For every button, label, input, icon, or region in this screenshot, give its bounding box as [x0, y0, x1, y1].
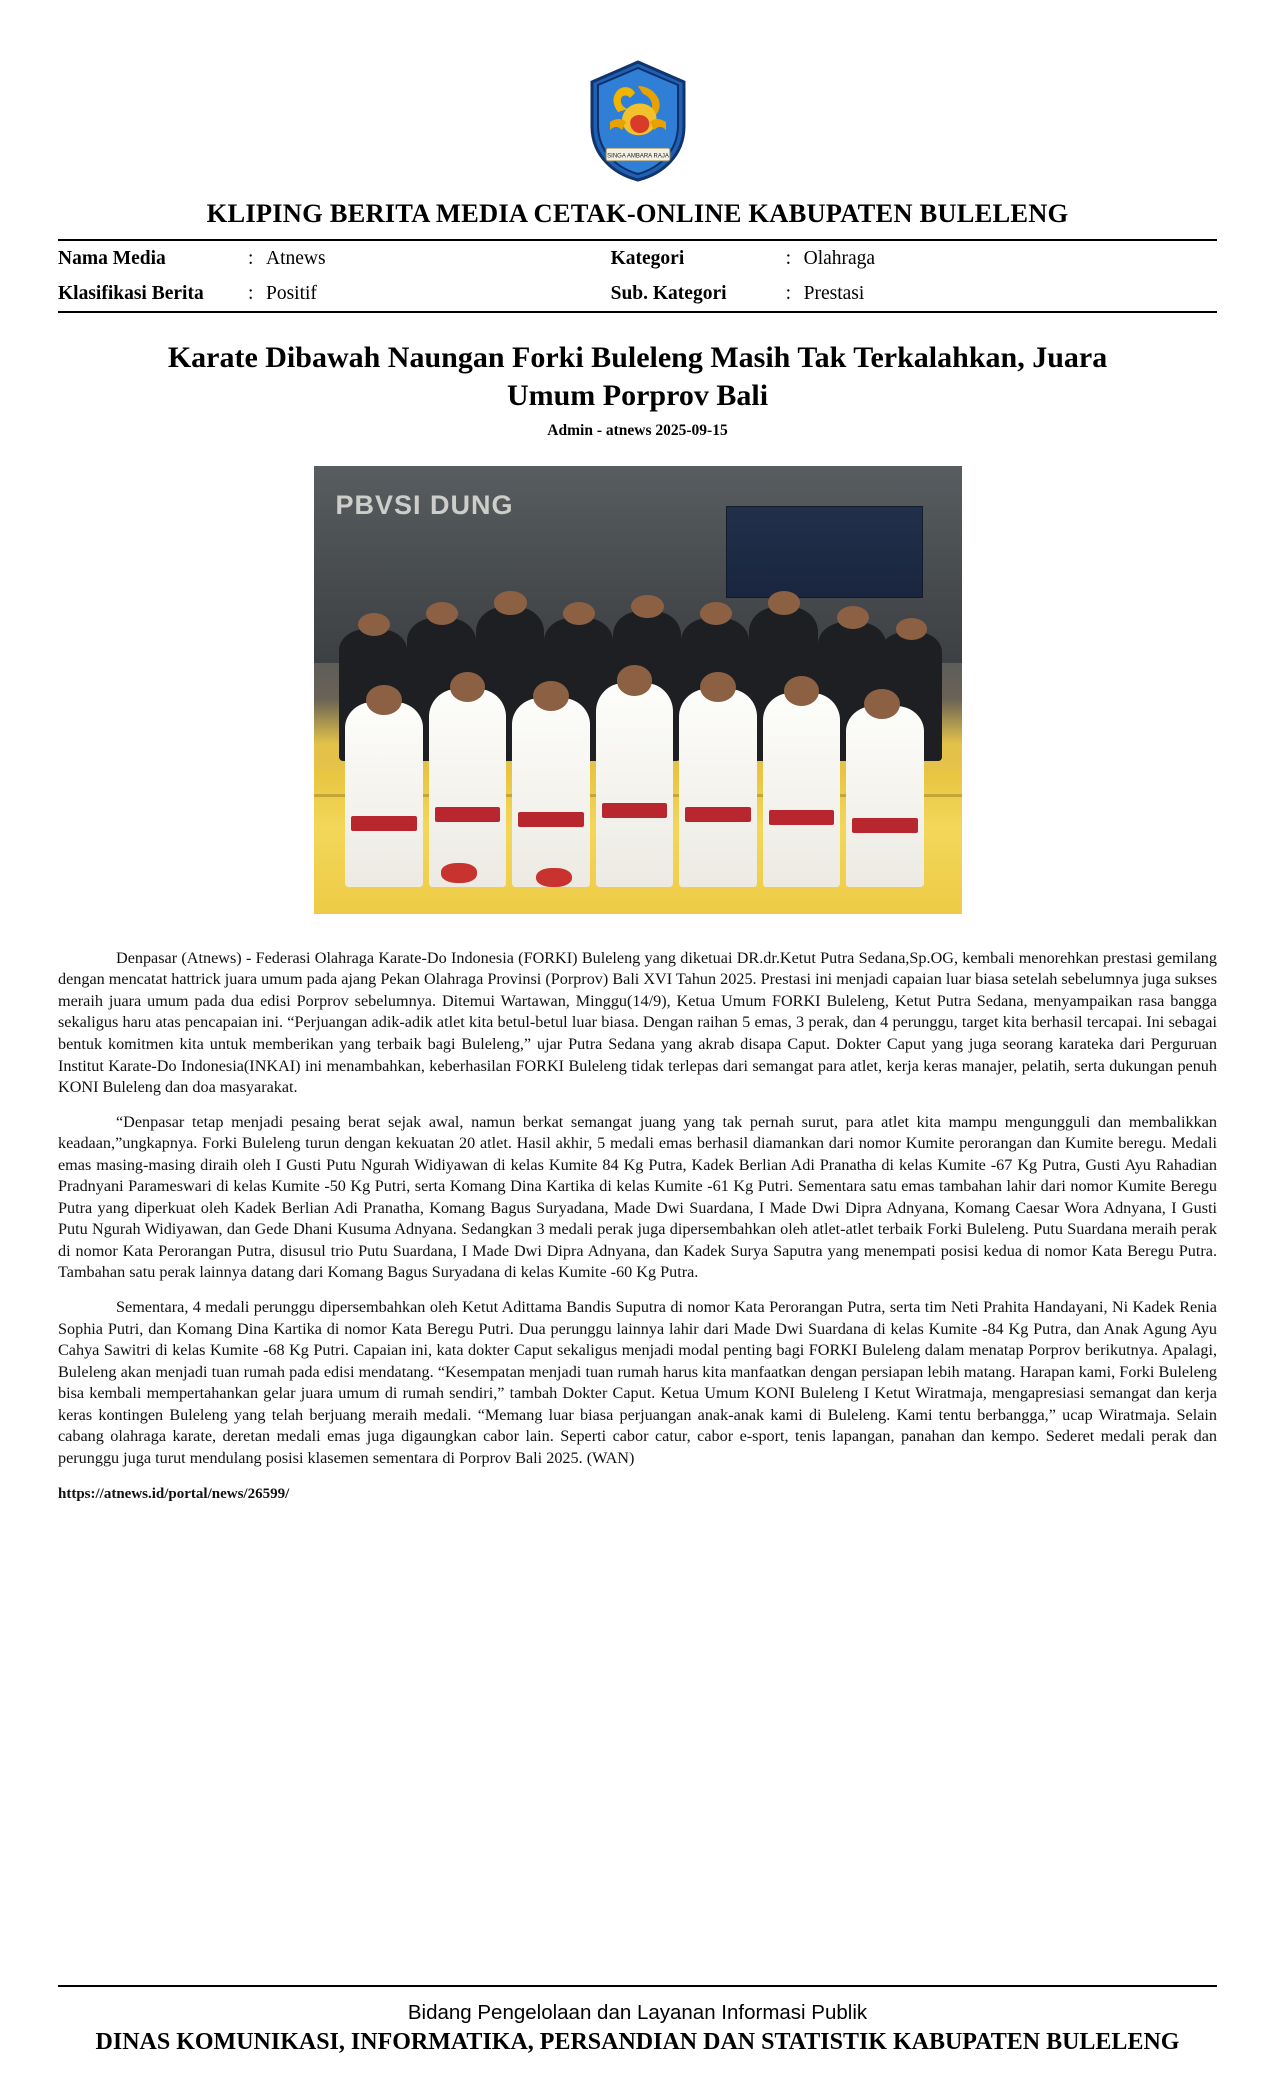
metadata-table	[58, 241, 1217, 311]
article-paragraph: Sementara, 4 medali perunggu dipersembahkan oleh Ketut Adittama Bandis Suputra di nomor Kata Perorangan Putra, serta tim Neti Prahita Handayani, Ni Kadek Renia Sophia Putri, dan Komang Dina Kartika di nomor Kata Beregu Putri. Dua perunggu lainnya lahir dari Made Dwi Suardana di kelas Kumite -84 Kg Putra, dan Anak Agung Ayu Cahya Sawitri di kelas Kumite -68 Kg Putri. Capaian ini, kata dokter Caput sekaligus menjadi modal penting bagi FORKI Buleleng dalam menatap Porprov berikutnya. Apalagi, Buleleng akan menjadi tuan rumah pada edisi mendatang. “Kesempatan menjadi tuan rumah harus kita manfaatkan dengan persiapan lebih matang. Harapan kami, Forki Buleleng bisa kembali mempertahankan gelar juara umum di rumah sendiri,” tambah Dokter Caput. Ketua Umum KONI Buleleng I Ketut Wiratmaja, mengapresiasi semangat dan kerja keras kontingen Buleleng yang telah berjuang meraih medali. “Memang luar biasa perjuangan anak-anak kami di Buleleng. Kami tentu berbangga,” ucap Wiratmaja. Selain cabang olahraga karate, deretan medali emas juga digaungkan cabor lain. Seperti cabor catur, cabor e-sport, tenis lapangan, panahan dan kempo. Sederet medali perak dan perunggu juga turut mendulang posisi klasemen sementara di Porprov Bali 2025. (WAN)	[58, 1297, 1217, 1467]
colon-2: :	[785, 248, 792, 269]
photo-person-head	[768, 591, 800, 614]
photo-belt	[518, 812, 584, 827]
photo-athlete-head	[864, 689, 900, 719]
photo-athlete	[429, 689, 507, 887]
article-photo	[314, 466, 962, 914]
photo-person-head	[631, 595, 663, 618]
page-footer	[0, 1985, 1275, 2056]
label-nama-media: Nama Media	[58, 248, 166, 269]
photo-belt	[351, 816, 417, 831]
page-title: KLIPING BERITA MEDIA CETAK-ONLINE KABUPATEN BULELENG	[206, 198, 1069, 228]
article-paragraph: “Denpasar tetap menjadi pesaing berat sejak awal, namun berkat semangat juang yang tak pernah surut, para atlet kita mampu mengungguli dan membalikkan keadaan,”ungkapnya. Forki Buleleng turun dengan kekuatan 20 atlet. Hasil akhir, 5 medali emas berhasil diamankan dari nomor Kumite perorangan dan Kumite beregu. Medali emas masing-masing diraih oleh I Gusti Putu Ngurah Widiyawan di kelas Kumite 84 Kg Putra, Kadek Berlian Adi Pranatha di kelas Kumite -67 Kg Putra, Gusti Ayu Rahadian Pradnyani Parameswari di kelas Kumite -50 Kg Putri, serta Komang Dina Kartika di kelas Kumite -61 Kg Putri. Sementara satu emas tambahan lahir dari nomor Kumite Beregu Putra yang diperkuat oleh Kadek Berlian Adi Pranatha, Komang Bagus Suryadana, Made Dwi Suardana, I Made Dwi Dipra Adnyana, Komang Caesar Wora Adnyana, I Gusti Putu Ngurah Widiyawan, dan Gede Dhani Kusuma Adnyana. Sedangkan 3 medali perak juga dipersembahkan oleh atlet-atlet terbaik Forki Buleleng. Putu Suardana meraih perak di nomor Kata Perorangan Putra, disusul trio Putu Suardana, I Made Dwi Dipra Adnyana, dan Kadek Surya Saputra yang menempati posisi kedua di nomor Kata Beregu Putra. Tambahan satu perak lainnya datang dari Komang Bagus Suryadana di kelas Kumite -60 Kg Putra.	[58, 1112, 1217, 1282]
article-body	[58, 948, 1217, 1506]
photo-athlete	[596, 683, 674, 887]
photo-belt	[685, 807, 751, 822]
photo-belt	[769, 810, 835, 825]
photo-athlete	[345, 702, 423, 887]
source-url-link[interactable]: https://atnews.id/portal/news/26599/	[58, 1486, 290, 1503]
divider-meta-bottom	[58, 311, 1217, 313]
photo-athlete-head	[366, 685, 402, 715]
label-sub-kategori: Sub. Kategori	[610, 283, 727, 304]
logo-container	[58, 0, 1217, 182]
article-byline: Admin - atnews 2025-09-15	[547, 421, 728, 439]
colon-3: :	[248, 283, 254, 304]
photo-athlete	[763, 693, 841, 887]
photo-athlete-head	[533, 681, 569, 711]
photo-person-head	[494, 591, 526, 614]
photo-athlete-head	[450, 672, 486, 702]
value-kategori: Olahraga	[803, 248, 876, 269]
colon-1: :	[248, 248, 254, 269]
table-row	[58, 276, 1217, 311]
article-paragraph: Denpasar (Atnews) - Federasi Olahraga Karate-Do Indonesia (FORKI) Buleleng yang diketuai DR.dr.Ketut Putra Sedana,Sp.OG, kembali menorehkan prestasi gemilang dengan mencatat hattrick juara umum pada ajang Pekan Olahraga Provinsi (Porprov) Bali XVI Tahun 2025. Prestasi ini menjadi capaian luar biasa setelah sebelumnya juga sukses meraih juara umum pada dua edisi Porprov sebelumnya. Ditemui Wartawan, Minggu(14/9), Ketua Umum FORKI Buleleng, Ketut Putra Sedana, menyampaikan rasa bangga sekaligus haru atas pencapaian ini. “Perjuangan adik-adik atlet kita betul-betul luar biasa. Dengan raihan 5 emas, 3 perak, dan 4 perunggu, target kita berhasil tercapai. Ini sebagai bentuk komitmen kita untuk memberikan yang terbaik bagi Buleleng,” ujar Putra Sedana yang akrab disapa Caput. Dokter Caput yang juga seorang karateka dari Perguruan Institut Karate-Do Indonesia(INKAI) ini menambahkan, keberhasilan FORKI Buleleng tidak terlepas dari semangat para atlet, kerja keras manajer, pelatih, serta dukungan penuh KONI Buleleng dan doa masyarakat.	[58, 948, 1217, 1097]
footer-line-2: DINAS KOMUNIKASI, INFORMATIKA, PERSANDIAN DAN STATISTIK KABUPATEN BULELENG	[95, 2029, 1180, 2055]
photo-belt	[435, 807, 501, 822]
photo-person-head	[358, 613, 390, 636]
photo-belt	[852, 818, 918, 833]
photo-athlete-head	[617, 665, 653, 695]
value-klasifikasi-berita: Positif	[266, 283, 317, 304]
photo-athlete	[512, 698, 590, 887]
article-headline: Karate Dibawah Naungan Forki Buleleng Masih Tak Terkalahkan, Juara Umum Porprov Bali	[167, 341, 1108, 413]
photo-person-head	[896, 618, 927, 640]
photo-belt	[602, 803, 668, 818]
photo-front-row	[339, 672, 935, 887]
photo-wall-sign-text: PBVSI DUNG	[335, 489, 514, 520]
value-sub-kategori: Prestasi	[803, 283, 865, 304]
value-nama-media: Atnews	[266, 248, 326, 269]
label-klasifikasi-berita: Klasifikasi Berita	[58, 283, 204, 304]
label-kategori: Kategori	[610, 248, 685, 269]
divider-footer	[58, 1985, 1217, 1987]
colon-4: :	[785, 283, 792, 304]
svg-text:SINGA AMBARA RAJA: SINGA AMBARA RAJA	[606, 153, 669, 160]
photo-glove	[536, 868, 572, 887]
photo-glove	[441, 863, 477, 882]
photo-athlete	[846, 706, 924, 887]
photo-athlete-head	[700, 672, 736, 702]
article-photo-container	[58, 466, 1217, 914]
photo-person-head	[837, 606, 869, 629]
photo-athlete	[679, 689, 757, 887]
table-row	[58, 241, 1217, 276]
buleleng-regency-emblem-icon	[588, 60, 688, 182]
footer-line-1: Bidang Pengelolaan dan Layanan Informasi Publik	[407, 2001, 868, 2024]
